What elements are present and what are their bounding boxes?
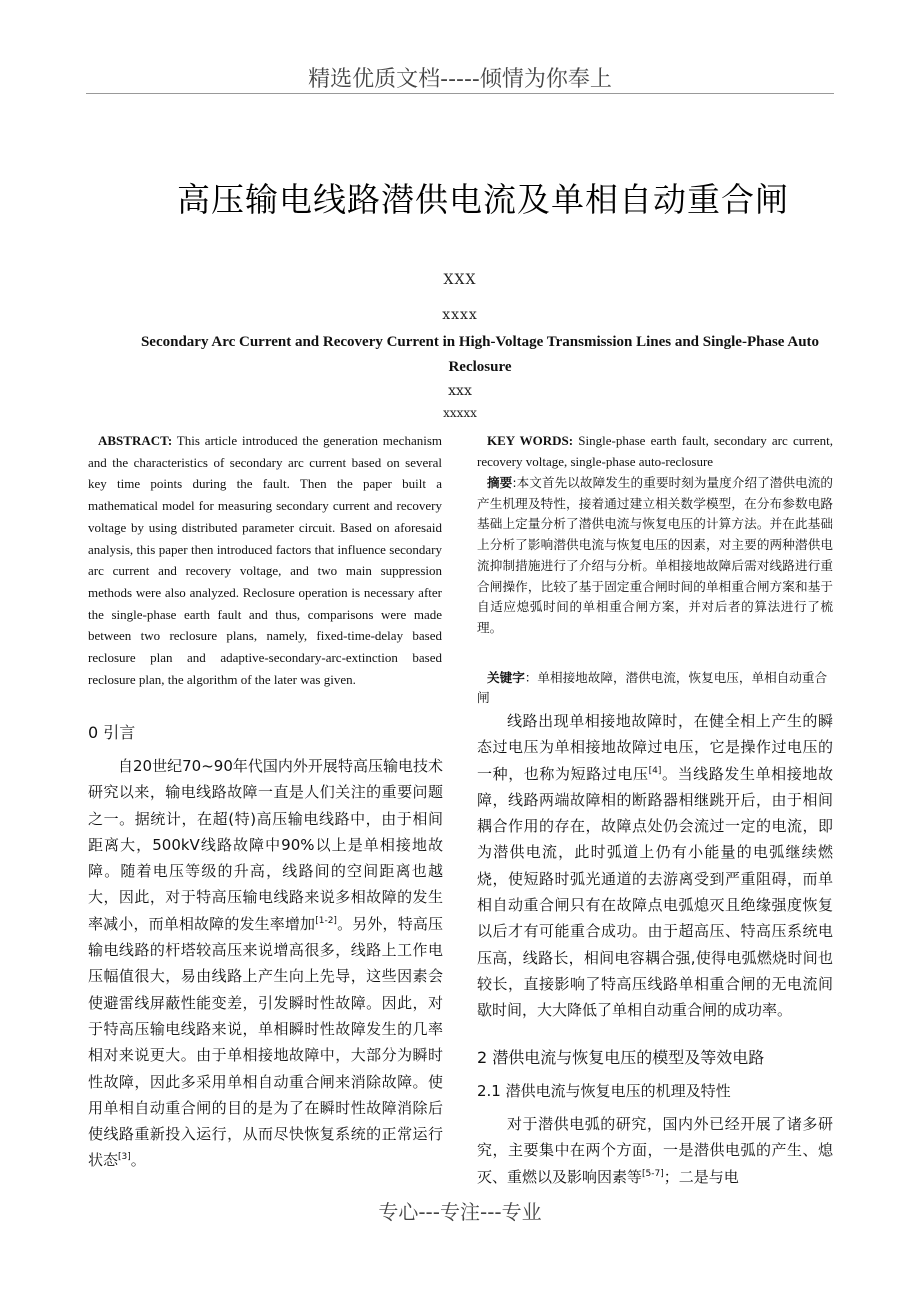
section-0-body [88,753,443,1174]
right-intro-text-b: 。当线路发生单相接地故障，线路两端故障相的断路器相继跳开后，由于相间耦合作用的存在，故障点处仍会流过一定的电流，即为潜供电流，此时弧道上仍有小能量的电弧继续燃烧，使短路时弧光通道的去游离受到严重阻碍，而单相自动重合闸只有在故障点电弧熄灭且绝缘强度恢复以后才有可能重合成功。由于超高压、特高压系统电压高，线路长，相间电容耦合强,使得电弧燃烧时间也较长，直接影响了特高压线路单相重合闸的无电流间歇时间，大大降低了单相自动重合闸的成功率。 [477,764,833,1020]
affiliation-cn: xxxx [442,307,478,323]
author-en: xxx [448,383,472,399]
right-intro-paragraph [477,708,833,1024]
affiliation-en: xxxxx [443,406,477,420]
citation-1-2: [1-2] [315,915,337,926]
keywords-label: KEY WORDS: [487,433,574,448]
section-2-1-paragraph [477,1111,833,1190]
citation-3: [3] [118,1152,131,1163]
right-intro-body [477,708,833,1024]
abstract-text: This article introduced the generation mechanism and the characteristics of secondary arc current based on several key time points during the fault. Then the paper built a mathematical model for measuring secondary current and recovery voltage by using distributed parameter circuit. Based on aforesaid analysis, this paper then introduced factors that influence secondary arc current and recovery voltage, and two main suppression methods were also analyzed. Reclosure operation is necessary after the single-phase earth fault and thus, comparisons were made between two reclosure plans, namely, fixed-time-delay based reclosure plan and adaptive-secondary-arc-extinction based reclosure plan, the algorithm of the later was given. [88,433,442,687]
section-2-1-heading: 2.1 潜供电流与恢复电压的机理及特性 [477,1082,731,1100]
section-0-text-c: 。 [130,1151,146,1170]
section-2-heading: 2 潜供电流与恢复电压的模型及等效电路 [477,1048,765,1067]
keywords-cn [477,668,833,708]
keywords-en [477,430,833,472]
section-0-text-a: 自20世纪70~90年代国内外开展特高压输电技术研究以来，输电线路故障一直是人们关注的重要问题之一。据统计，在超(特)高压输电线路中，由于相间距离大，500kV线路故障中90%以上是单相接地故障。随着电压等级的升高，线路间的空间距离也越大，因此，对于特高压输电线路来说多相故障的发生率减小，而单相故障的发生率增加 [88,757,443,933]
keywords-text: Single-phase earth fault, secondary arc current, recovery voltage, single-phase auto-reclosure [477,433,834,469]
right-intro-text-a: 线路出现单相接地故障时，在健全相上产生的瞬态过电压为单相接地故障过电压，它是操作过电压的一种，也称为短路过电压 [477,712,833,783]
paper-title-en: Secondary Arc Current and Recovery Current in High-Voltage Transmission Lines and Single-Phase Auto Reclosure [140,334,820,375]
keywords-cn-text: ：单相接地故障，潜供电流，恢复电压，单相自动重合闸 [477,670,828,705]
abstract-cn-text: :本文首先以故障发生的重要时刻为量度介绍了潜供电流的产生机理及特性，接着通过建立相关数学模型，在分布参数电路基础上定量分析了潜供电流与恢复电压的计算方法。并在此基础上分析了影响潜供电流与恢复电压的因素，对主要的两种潜供电流抑制措施进行了介绍与分析。单相接地故障后需对线路进行重合闸操作，比较了基于固定重合闸时间的单相重合闸方案和基于自适应熄弧时间的单相重合闸方案，并对后者的算法进行了梳理。 [477,475,834,635]
author-cn: XXX [443,272,477,288]
section-2-1-text-b: ；二是与电 [663,1167,739,1186]
section-0-paragraph [88,753,443,1174]
keywords-cn-label: 关键字 [487,670,525,685]
abstract-label: ABSTRACT: [98,433,173,448]
page-footer: 专心---专注---专业 [378,1200,542,1224]
abstract-en [88,430,442,690]
abstract-cn [477,473,833,639]
citation-5-7: [5-7] [642,1168,664,1179]
section-2-1-text-a: 对于潜供电弧的研究，国内外已经开展了诸多研究，主要集中在两个方面，一是潜供电弧的产生、熄灭、重燃以及影响因素等 [477,1115,833,1186]
citation-4: [4] [648,765,662,776]
abstract-cn-label: 摘要 [487,475,513,490]
section-0-heading: 0 引言 [88,723,136,742]
section-2-1-body [477,1111,833,1190]
header-divider [86,93,834,94]
page-header: 精选优质文档-----倾情为你奉上 [308,67,612,92]
section-0-text-b: 。另外，特高压输电线路的杆塔较高压来说增高很多，线路上工作电压幅值很大，易由线路上产生向上先导，这些因素会使避雷线屏蔽性能变差，引发瞬时性故障。因此，对于特高压输电线路来说，单相瞬时性故障发生的几率相对来说更大。由于单相接地故障中，大部分为瞬时性故障，因此多采用单相自动重合闸来消除故障。使用单相自动重合闸的目的是为了在瞬时性故障消除后使线路重新投入运行，从而尽快恢复系统的正常运行状态 [88,914,443,1170]
paper-title: 高压输电线路潜供电流及单相自动重合闸 [177,180,789,219]
